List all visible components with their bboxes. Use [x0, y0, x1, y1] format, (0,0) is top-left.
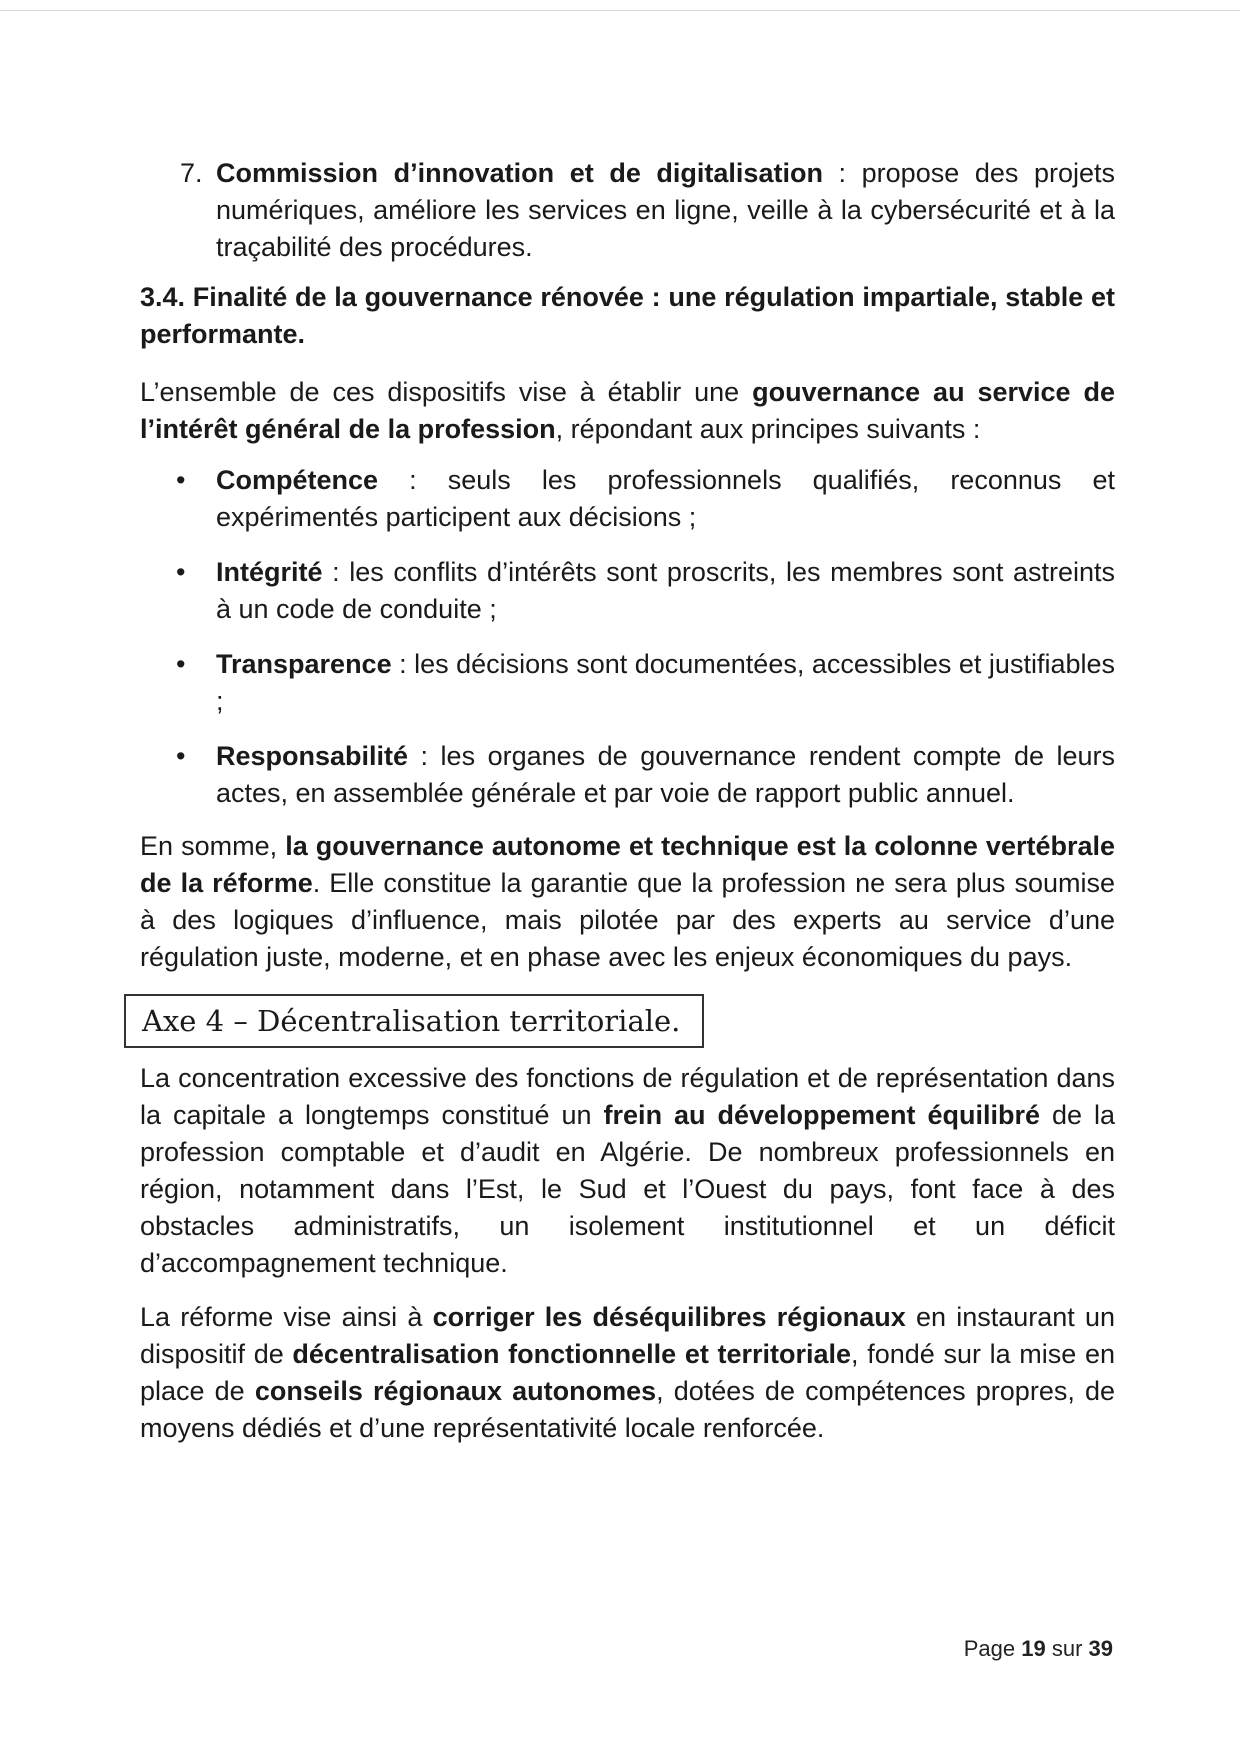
principle-text: : les organes de gouvernance rendent compte de leurs actes, en assemblée générale et par voie de rapport public annuel.	[216, 741, 1115, 808]
principle-title: Transparence	[216, 649, 392, 679]
intro-emphasis: gouvernance au service de l’intérêt général de la profession	[140, 377, 1115, 444]
total-pages: 39	[1088, 1636, 1113, 1661]
paragraph-text: La réforme vise ainsi à	[140, 1302, 433, 1332]
axe-4-title-box	[124, 994, 704, 1048]
paragraph-text: , fondé sur la mise en place de	[140, 1339, 1116, 1406]
paragraph-emphasis: frein au développement équilibré	[603, 1100, 1041, 1130]
paragraph-text: en instaurant un dispositif de	[140, 1302, 1115, 1369]
summary-paragraph	[140, 828, 1115, 976]
item-text: : propose des projets numériques, améliore les services en ligne, veille à la cybersécurité et à la traçabilité des procédures.	[216, 158, 1116, 262]
principle-text: : les décisions sont documentées, accessibles et justifiables ;	[216, 649, 1115, 716]
summary-emphasis: la gouvernance autonome et technique est la colonne vertébrale de la réforme	[140, 831, 1116, 898]
principle-title: Intégrité	[216, 557, 323, 587]
page-content	[140, 155, 1115, 1447]
page-separator: sur	[1051, 1636, 1083, 1661]
section-intro	[140, 374, 1115, 448]
paragraph-emphasis: corriger les déséquilibres régionaux	[432, 1302, 906, 1332]
axe-4-title: Axe 4 – Décentralisation territoriale.	[142, 1004, 681, 1038]
list-item-7	[140, 155, 1115, 266]
paragraph-text: , dotées de compétences propres, de moyens dédiés et d’une représentativité locale renforcée.	[140, 1376, 1115, 1443]
bullet: •	[176, 465, 186, 495]
principle-item	[140, 646, 1115, 720]
summary-text-end: . Elle constitue la garantie que la profession ne sera plus soumise à des logiques d’influence, mais pilotée par des experts au service d’une régulation juste, moderne, et en phase avec les enjeux économiques du pays.	[140, 868, 1115, 972]
current-page: 19	[1021, 1636, 1046, 1661]
principle-title: Responsabilité	[216, 741, 409, 771]
bullet: •	[176, 741, 186, 771]
principle-text: : seuls les professionnels qualifiés, reconnus et expérimentés participent aux décisions ;	[216, 465, 1115, 532]
principle-item	[140, 462, 1115, 536]
intro-text: L’ensemble de ces dispositifs vise à établir une	[140, 377, 753, 407]
page-number	[964, 1636, 1113, 1662]
section-heading-3-4: 3.4. Finalité de la gouvernance rénovée : une régulation impartiale, stable et performante.	[140, 282, 1115, 349]
principle-text: : les conflits d’intérêts sont proscrits, les membres sont astreints à un code de conduite ;	[216, 557, 1115, 624]
intro-text-end: , répondant aux principes suivants :	[555, 414, 981, 444]
axe-4-paragraph-2	[140, 1299, 1115, 1447]
principle-title: Compétence	[216, 465, 379, 495]
paragraph-emphasis: décentralisation fonctionnelle et territoriale	[292, 1339, 852, 1369]
page-label: Page	[963, 1636, 1016, 1661]
paragraph-text: de la profession comptable et d’audit en Algérie. De nombreux professionnels en région, notamment dans l’Est, le Sud et l’Ouest du pays, font face à des obstacles administratifs, un isolement institutionnel et un déficit d’accompagnement technique.	[140, 1100, 1115, 1278]
bullet: •	[176, 557, 186, 587]
principle-item	[140, 554, 1115, 628]
bullet: •	[176, 649, 186, 679]
paragraph-emphasis: conseils régionaux autonomes	[254, 1376, 657, 1406]
paragraph-text: La concentration excessive des fonctions de régulation et de représentation dans la capitale a longtemps constitué un	[140, 1063, 1115, 1130]
principle-item	[140, 738, 1115, 812]
axe-4-paragraph-1	[140, 1060, 1115, 1282]
list-number: 7.	[180, 158, 203, 188]
summary-text: En somme,	[140, 831, 286, 861]
top-rule	[0, 10, 1240, 11]
item-title: Commission d’innovation et de digitalisation	[216, 158, 823, 188]
